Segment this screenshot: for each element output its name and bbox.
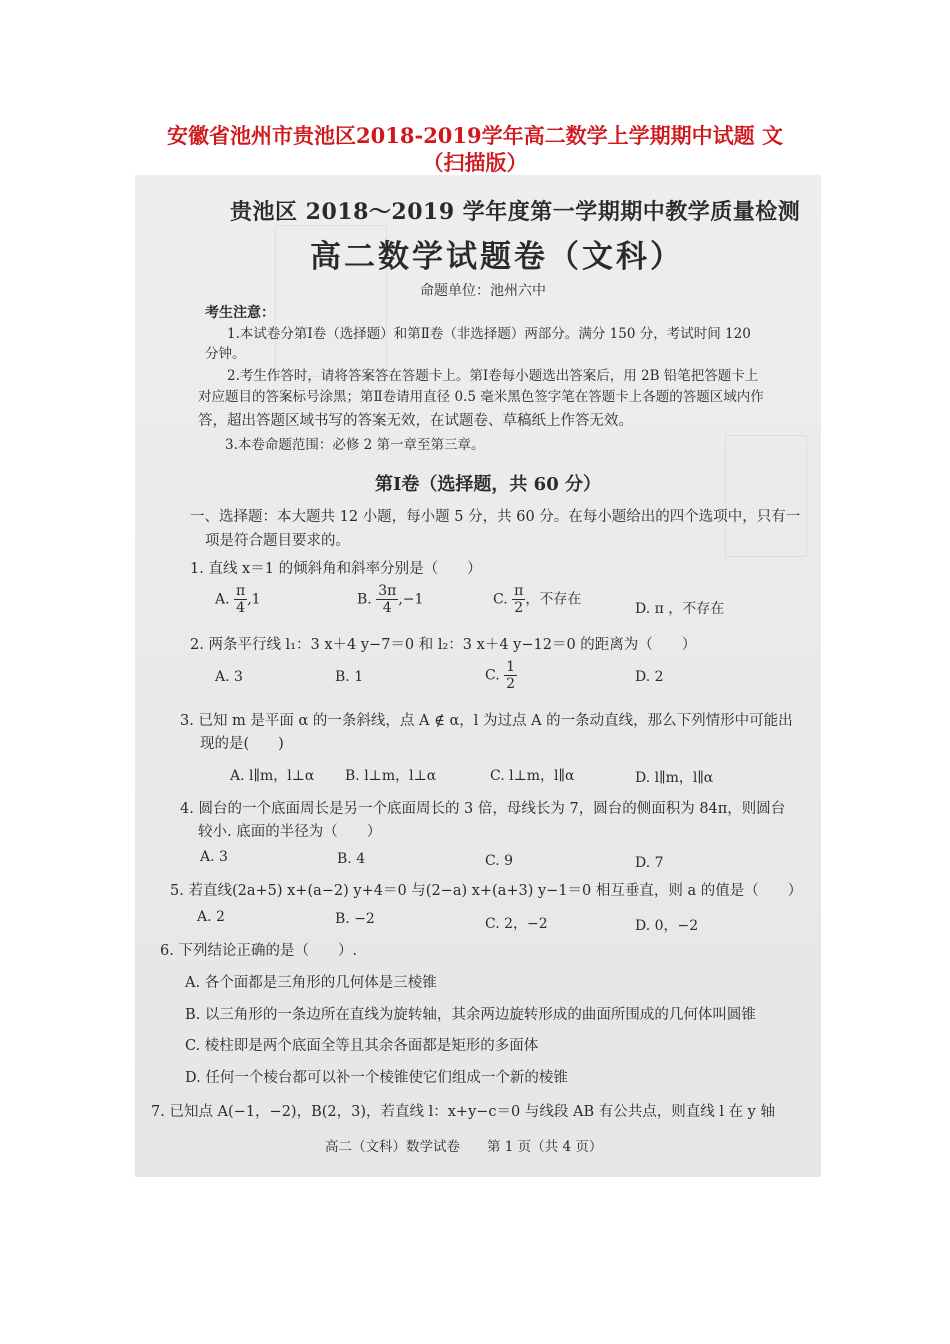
exam-header: 贵池区 2018～2019 学年度第一学期期中教学质量检测 [230,199,801,225]
q2-c-numerator: 1 [506,659,516,675]
q3-option-a: A. l∥m，l⊥α [230,768,315,784]
q2-option-c-label: C. [485,667,500,684]
q2-option-c [485,659,517,692]
q2-option-b: B. 1 [335,669,364,685]
question-4: 4. 圆台的一个底面周长是另一个底面周长的 3 倍，母线长为 7，圆台的侧面积为 84π，则圆台 [180,801,786,817]
q4-option-d: D. 7 [635,855,664,871]
q4-option-c: C. 9 [485,853,514,869]
q1-option-a-label: A. [215,591,230,608]
document-title [0,122,950,176]
page-footer: 高二（文科）数学试卷 第 1 页（共 4 页） [325,1139,603,1155]
document-title-line2: （扫描版） [422,150,528,175]
question-1: 1. 直线 x＝1 的倾斜角和斜率分别是（ ） [190,561,482,577]
q6-option-b: B. 以三角形的一条边所在直线为旋转轴，其余两边旋转形成的曲面所围成的几何体叫圆锥 [185,1007,756,1023]
section-title: 第Ⅰ卷（选择题，共 60 分） [375,474,602,495]
question-2: 2. 两条平行线 l₁：3 x＋4 y−7＝0 和 l₂：3 x＋4 y−12＝0 的距离为（ ） [190,637,697,653]
q1-option-d: D. π ，不存在 [635,601,725,617]
q3-option-d: D. l∥m，l∥α [635,770,714,786]
part-one-intro: 一、选择题：本大题共 12 小题，每小题 5 分，共 60 分。在每小题给出的四个选项中，只有一 [190,509,801,525]
question-5: 5. 若直线(2a+5) x+(a−2) y+4＝0 与(2−a) x+(a+3) y−1＝0 相互垂直，则 a 的值是（ ） [170,883,803,899]
q6-option-d: D. 任何一个棱台都可以补一个棱锥使它们组成一个新的棱锥 [185,1070,568,1086]
part-one-intro-cont: 项是符合题目要求的。 [205,533,350,549]
q1-option-b [357,583,423,616]
notice-3: 3.本卷命题范围：必修 2 第一章至第三章。 [225,437,485,453]
q1-c-denominator: 2 [514,600,524,616]
q1-option-b-label: B. [357,591,372,608]
q1-a-numerator: π [236,583,246,599]
q5-option-a: A. 2 [197,909,225,925]
question-4-cont: 较小. 底面的半径为（ ） [198,824,382,840]
q5-option-d: D. 0，−2 [635,918,699,934]
q1-b-tail: ,−1 [398,591,424,608]
q2-option-a: A. 3 [215,669,243,685]
q2-option-c-fraction [504,659,517,692]
q2-c-denominator: 2 [506,676,516,692]
notice-1b: 分钟。 [205,346,246,362]
notice-heading: 考生注意： [205,305,275,321]
q1-option-c [493,583,581,616]
q1-option-c-label: C. [493,591,508,608]
notice-2b: 对应题目的答案标号涂黑；第Ⅱ卷请用直径 0.5 毫米黑色签字笔在答题卡上各题的答题区域内作 [198,389,764,405]
document-title-line1: 安徽省池州市贵池区2018-2019学年高二数学上学期期中试题 文 [167,123,783,148]
q1-b-denominator: 4 [382,600,392,616]
q1-c-numerator: π [514,583,524,599]
exam-unit: 命题单位：池州六中 [420,283,546,299]
q1-option-a [215,583,261,616]
notice-2a: 2.考生作答时，请将答案答在答题卡上。第Ⅰ卷每小题选出答案后，用 2B 铅笔把答题卡上 [227,368,759,384]
question-6: 6. 下列结论正确的是（ ）. [160,943,358,959]
q6-option-c: C. 棱柱即是两个底面全等且其余各面都是矩形的多面体 [185,1038,539,1054]
question-3: 3. 已知 m 是平面 α 的一条斜线，点 A ∉ α，l 为过点 A 的一条动直线，那么下列情形中可能出 [180,713,793,729]
exam-title: 高二数学试题卷（文科） [310,239,684,275]
q4-option-b: B. 4 [337,851,366,867]
q1-option-c-fraction [512,583,525,616]
q5-option-c: C. 2，−2 [485,916,548,932]
q3-option-b: B. l⊥m，l⊥α [345,768,437,784]
question-3-cont: 现的是( ) [200,736,284,752]
q1-option-b-fraction [376,583,398,616]
q1-a-denominator: 4 [236,600,246,616]
q4-option-a: A. 3 [200,849,228,865]
notice-1a: 1.本试卷分第Ⅰ卷（选择题）和第Ⅱ卷（非选择题）两部分。满分 150 分，考试时间 120 [227,326,751,342]
q2-option-d: D. 2 [635,669,664,685]
question-7: 7. 已知点 A(−1，−2)，B(2，3)，若直线 l：x+y−c＝0 与线段 AB 有公共点，则直线 l 在 y 轴 [151,1104,775,1120]
q1-b-numerator: 3π [378,583,397,599]
notice-2c: 答，超出答题区域书写的答案无效，在试题卷、草稿纸上作答无效。 [198,413,633,429]
q1-a-tail: ,1 [247,591,261,608]
scanned-exam-page [135,175,821,1177]
q5-option-b: B. −2 [335,911,375,927]
q6-option-a: A. 各个面都是三角形的几何体是三棱锥 [185,975,437,991]
q1-c-tail: ，不存在 [525,591,582,608]
q3-option-c: C. l⊥m，l∥α [490,768,575,784]
q1-option-a-fraction [234,583,247,616]
